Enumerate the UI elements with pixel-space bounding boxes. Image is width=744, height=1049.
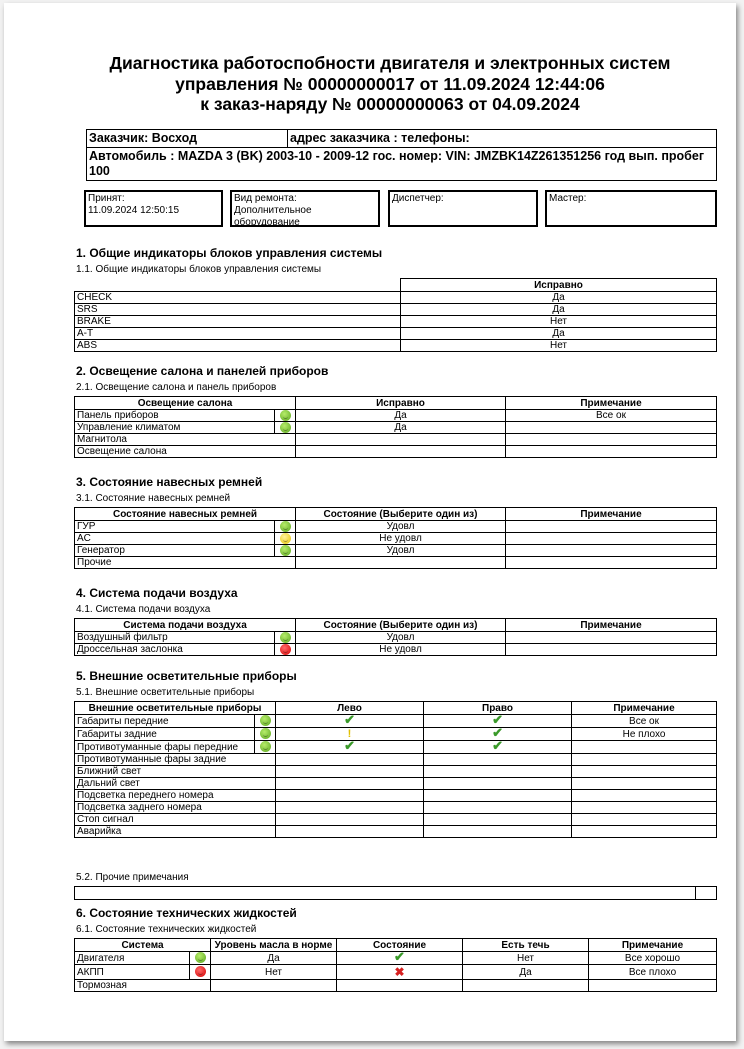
ok-smiley-icon bbox=[280, 410, 291, 421]
table-row: Противотуманные фары передние ✔ ✔ bbox=[75, 741, 717, 754]
address-cell: адрес заказчика : телефоны: bbox=[288, 130, 717, 148]
check-icon: ✔ bbox=[492, 740, 503, 753]
accepted-box: Принят: 11.09.2024 12:50:15 bbox=[84, 190, 223, 227]
other-notes-table bbox=[74, 886, 717, 900]
check-icon: ✔ bbox=[344, 740, 355, 753]
ok-smiley-icon bbox=[280, 422, 291, 433]
customer-cell: Заказчик: Восход bbox=[87, 130, 288, 148]
section-3-subtitle: 3.1. Состояние навесных ремней bbox=[76, 493, 231, 504]
table-row: Подсветка переднего номера bbox=[75, 790, 717, 802]
table-row: BRAKE Нет bbox=[75, 316, 717, 328]
section-2-subtitle: 2.1. Освещение салона и панель приборов bbox=[76, 382, 277, 393]
section-1-subtitle: 1.1. Общие индикаторы блоков управления системы bbox=[76, 264, 322, 275]
ok-smiley-icon bbox=[260, 741, 271, 752]
table-row: Управление климатом Да bbox=[75, 422, 717, 434]
table-row: Стоп сигнал bbox=[75, 814, 717, 826]
document-page bbox=[4, 3, 736, 1041]
interior-lighting-table: Освещение салона Исправно Примечание Панель приборов Да Все ок Управление климатом Да Магнитола Освещение салона bbox=[74, 396, 717, 458]
table-row: Магнитола bbox=[75, 434, 717, 446]
section-5-title: 5. Внешние осветительные приборы bbox=[76, 669, 297, 683]
table-row: Габариты передние ✔ ✔ Все ок bbox=[75, 715, 717, 728]
table-row: Ближний свет bbox=[75, 766, 717, 778]
car-cell: Автомобиль : MAZDA 3 (BK) 2003-10 - 2009-12 гос. номер: VIN: JMZBK14Z261351256 год вып. пробег 100 bbox=[87, 148, 717, 181]
table-row: SRS Да bbox=[75, 304, 717, 316]
section-3-title: 3. Состояние навесных ремней bbox=[76, 475, 263, 489]
air-supply-table: Система подачи воздуха Состояние (Выберите один из) Примечание Воздушный фильтр Удовл Дроссельная заслонка Не удовл bbox=[74, 618, 717, 656]
table-row: Дальний свет bbox=[75, 778, 717, 790]
check-icon: ✔ bbox=[492, 714, 503, 727]
ok-smiley-icon bbox=[260, 728, 271, 739]
section-4-title: 4. Система подачи воздуха bbox=[76, 586, 238, 600]
table-row: Габариты задние ! ✔ Не плохо bbox=[75, 728, 717, 741]
table-row: CHECK Да bbox=[75, 292, 717, 304]
table-row: Прочие bbox=[75, 557, 717, 569]
table-row: Дроссельная заслонка Не удовл bbox=[75, 644, 717, 656]
bad-smiley-icon bbox=[280, 644, 291, 655]
warning-exclamation-icon: ! bbox=[347, 728, 352, 740]
section-5-2-subtitle: 5.2. Прочие примечания bbox=[76, 872, 189, 883]
table-row: ABS Нет bbox=[75, 340, 717, 352]
ok-smiley-icon bbox=[280, 521, 291, 532]
cross-icon: ✖ bbox=[394, 965, 405, 979]
ok-smiley-icon bbox=[280, 545, 291, 556]
section-1-title: 1. Общие индикаторы блоков управления системы bbox=[76, 246, 383, 260]
table-row: Тормозная bbox=[75, 980, 717, 992]
ok-smiley-icon bbox=[195, 952, 206, 963]
bad-smiley-icon bbox=[195, 966, 206, 977]
table-row: АКПП Нет ✖ Да Все плохо bbox=[75, 965, 717, 980]
exterior-lighting-table: Внешние осветительные приборы Лево Право Примечание Габариты передние ✔ ✔ Все ок Габариты задние ! ✔ Не плохо Противотуманные фары передние ✔ ✔ Противотуманные фары задние Ближний свет Дальний свет Подсветка переднего номера Подсветка заднего номера Стоп сигнал Аварийка bbox=[74, 701, 717, 838]
check-icon: ✔ bbox=[394, 951, 405, 964]
fluids-table: Система Уровень масла в норме Состояние Есть течь Примечание Двигателя Да ✔ Нет Все хорошо АКПП Нет ✖ Да Все плохо Тормозная bbox=[74, 938, 717, 992]
dispatcher-box: Диспетчер: bbox=[388, 190, 538, 227]
ok-smiley-icon bbox=[280, 632, 291, 643]
check-icon: ✔ bbox=[344, 714, 355, 727]
indicators-table: Исправно CHECK Да SRS Да BRAKE Нет A-T Да ABS Нет bbox=[74, 278, 717, 352]
document-title: Диагностика работоспобности двигателя и электронных систем управления № 00000000017 от 11.09.2024 12:44:06 к заказ-наряду № 00000000063 от 04.09.2024 bbox=[109, 53, 671, 114]
warning-smiley-icon bbox=[280, 533, 291, 544]
table-row: Панель приборов Да Все ок bbox=[75, 410, 717, 422]
section-6-subtitle: 6.1. Состояние технических жидкостей bbox=[76, 924, 257, 935]
table-row: ГУР Удовл bbox=[75, 521, 717, 533]
master-box: Мастер: bbox=[545, 190, 717, 227]
table-row: Противотуманные фары задние bbox=[75, 754, 717, 766]
repair-type-box: Вид ремонта: Дополнительное оборудование bbox=[230, 190, 380, 227]
check-icon: ✔ bbox=[492, 727, 503, 740]
table-row: Генератор Удовл bbox=[75, 545, 717, 557]
section-4-subtitle: 4.1. Система подачи воздуха bbox=[76, 604, 211, 615]
table-row: Воздушный фильтр Удовл bbox=[75, 632, 717, 644]
ok-smiley-icon bbox=[260, 715, 271, 726]
table-row: Подсветка заднего номера bbox=[75, 802, 717, 814]
table-row: Двигателя Да ✔ Нет Все хорошо bbox=[75, 952, 717, 965]
customer-header bbox=[86, 129, 717, 181]
section-6-title: 6. Состояние технических жидкостей bbox=[76, 906, 297, 920]
belts-table: Состояние навесных ремней Состояние (Выберите один из) Примечание ГУР Удовл AC Не удовл Генератор Удовл Прочие bbox=[74, 507, 717, 569]
section-5-subtitle: 5.1. Внешние осветительные приборы bbox=[76, 687, 255, 698]
table-row: AC Не удовл bbox=[75, 533, 717, 545]
section-2-title: 2. Освещение салона и панелей приборов bbox=[76, 364, 329, 378]
table-row: Аварийка bbox=[75, 826, 717, 838]
table-row: A-T Да bbox=[75, 328, 717, 340]
table-row: Освещение салона bbox=[75, 446, 717, 458]
